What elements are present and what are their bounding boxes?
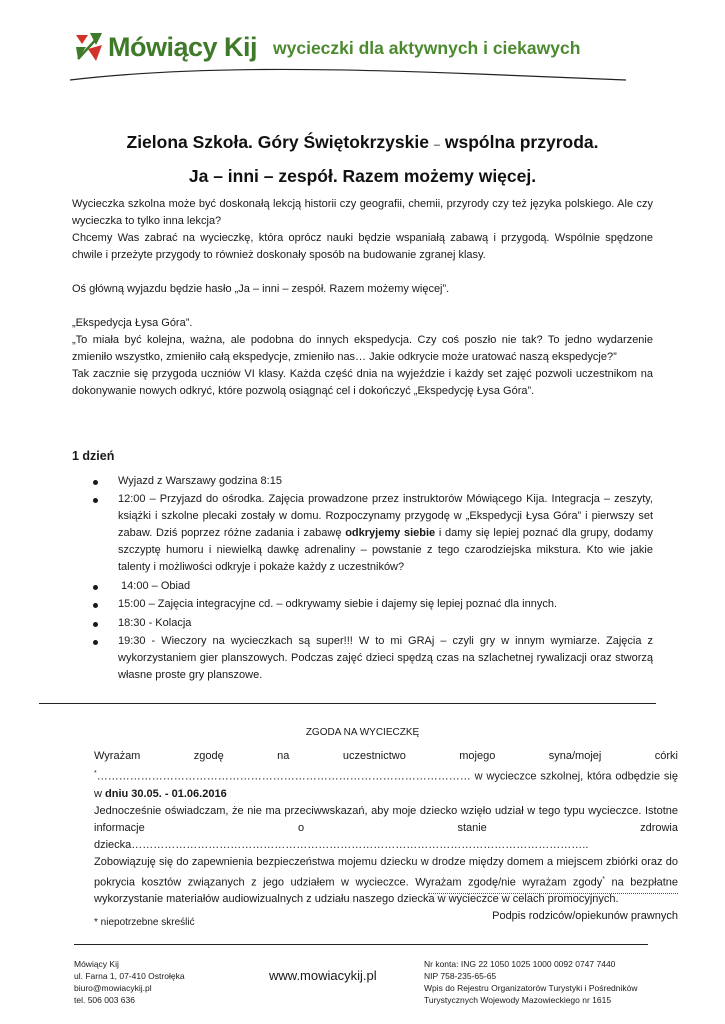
footer-registry-cont: Turystycznych Wojewody Mazowieckiego nr 1615 [424, 995, 612, 1005]
footer-legal [424, 958, 638, 1006]
consent-paragraph[interactable]: Jednocześnie oświadczam, że nie ma przeciwwskazań, aby moje dziecko wzięło udział w tego typu wycieczce. Istotne informacje o stanie zdrowia dziecka…………………………………………………………………………………………………………….. [94, 804, 678, 851]
page-title [0, 132, 725, 153]
footer-divider [74, 944, 648, 945]
title-part-a: Zielona Szkoła. Góry Świętokrzyskie [126, 132, 429, 152]
brand-name: Mówiący Kij [108, 31, 258, 62]
agenda-emphasis: odkryjemy siebie [345, 527, 436, 540]
agenda-item [72, 491, 653, 576]
footer-email[interactable]: biuro@mowiacykij.pl [74, 983, 152, 993]
agenda-text: 18:30 - Kolacja [118, 616, 192, 629]
bullet-icon [93, 640, 98, 645]
consent-text: w wycieczce szkolnej, która odbędzie się w [94, 770, 678, 800]
consent-text: na bezpłatne wykorzystanie materiałów audiowizualnych z udziału naszego dziecka w wycieczce w celach promocyjnych. [94, 876, 678, 906]
bullet-icon [93, 480, 98, 485]
agenda-text: 12:00 – Przyjazd do ośrodka. Zajęcia prowadzone przez instruktorów Mówiącego Kija. Integracja – zeszyty, książki i szkolne plecaki zostały w domu. Rozpoczynamy przygodę w „Ekspedycji Łysa Góra” i pierwszy set zabaw. Dziś poprzez różne zadania i zabawę [118, 493, 653, 540]
signature-label: Podpis rodziców/opiekunów prawnych [492, 910, 678, 923]
footer-website-link[interactable]: www.mowiacykij.pl [269, 968, 377, 983]
agenda-item [72, 473, 653, 490]
bullet-icon [93, 585, 98, 590]
signature-field[interactable] [428, 893, 678, 894]
footer-nip: NIP 758-235-65-65 [424, 971, 497, 981]
agenda-text: 19:30 - Wieczory na wycieczkach są super!!! W to mi GRAj – czyli gry w innym wymiarze. Zajęcia z wykorzystaniem gier planszowych. Podczas zajęć dzieci spędzą czas na szlachetnej rywalizacji oraz stworzą własne proste gry planszowe. [118, 634, 653, 681]
agenda-item [72, 615, 653, 632]
consent-paragraph [94, 854, 678, 909]
consent-title: ZGODA NA WYCIECZKĘ [305, 727, 420, 738]
day-heading: 1 dzień [72, 449, 115, 463]
title-dash: – [433, 139, 440, 151]
agenda-list [72, 473, 653, 685]
child-name-field[interactable]: ………………………………………………………………………………………… [96, 770, 471, 783]
brand-logo [76, 30, 257, 64]
footnote-marker: * [602, 875, 605, 883]
agenda-item [72, 633, 653, 684]
bullet-icon [93, 622, 98, 627]
intro-paragraph: Oś główną wyjazdu będzie hasło „Ja – inni – zespół. Razem możemy więcej”. [72, 283, 450, 295]
agenda-item [72, 578, 653, 595]
consent-paragraph [94, 748, 678, 803]
section-divider [39, 703, 656, 704]
consent-text: Wyrażam zgodę na uczestnictwo mojego syna/mojej córki [94, 750, 678, 762]
intro-paragraph: Tak zacznie się przygoda uczniów VI klasy. Każda część dnia na wyjeździe i każdy set zajęć pozwoli uczestnikom na dokonywanie nowych odkryć, które pozwolą osiągnąć cel i dokończyć „Ekspedycję Łysa Góra”. [72, 368, 653, 397]
consent-form [94, 748, 678, 925]
tagline: wycieczki dla aktywnych i ciekawych [273, 38, 581, 58]
agenda-text: Wyjazd z Warszawy godzina 8:15 [118, 475, 282, 487]
footer-registry: Wpis do Rejestru Organizatorów Turystyki i Pośredników [424, 983, 638, 993]
footnote-marker: * [94, 770, 97, 777]
bullet-icon [93, 603, 98, 608]
agenda-text: i damy się lepiej poznać dla grupy, dodamy szczyptę humoru i niewielką dawkę adrenaliny – powstanie z tego czarodziejska mikstura. Kto wie jakie talenty i możliwości odkryje i pokaże każdy z uczestników? [118, 527, 653, 574]
consent-text: Zobowiązuję się do zapewnienia bezpieczeństwa mojemu dziecku w drodze między domem a miejscem zbiórki oraz do pokrycia kosztów związanych z jego udziałem w wycieczce. Wyrażam zgodę/nie wyrażam zgody [94, 855, 678, 889]
title-part-b: wspólna przyroda. [444, 132, 599, 152]
intro-paragraph: Chcemy Was zabrać na wycieczkę, która oprócz nauki będzie wspaniałą zabawą i przygodą. Wspólnie spędzone chwile i przeżyte przygody to również doskonały sposób na budowanie zgranej klasy. [72, 232, 653, 261]
logo-mark-icon [76, 33, 102, 61]
agenda-item [72, 596, 653, 613]
page-subtitle: Ja – inni – zespół. Razem możemy więcej. [188, 166, 537, 186]
footer-company: Mówiący Kij [74, 959, 119, 969]
footer-bank-account: Nr konta: ING 22 1050 1025 1000 0092 0747 7440 [424, 959, 616, 969]
intro-paragraph: „Ekspedycja Łysa Góra”. [72, 317, 193, 329]
footer-address: ul. Farna 1, 07-410 Ostrołęka [74, 971, 185, 981]
intro-paragraph: „To miała być kolejna, ważna, ale podobna do innych ekspedycja. Czy coś poszło nie tak? To jedno wydarzenie zmieniło wszystko, zmieniło całą ekspedycje, zmieniło nas… Jakie odkrycie może uratować naszą ekspedycje?” [72, 334, 653, 363]
bullet-icon [93, 498, 98, 503]
intro-paragraph: Wycieczka szkolna może być doskonałą lekcją historii czy geografii, chemii, przyrody czy też języka polskiego. Ale czy wycieczka to tylko inna lekcja? [72, 198, 653, 227]
footer-phone: tel. 506 003 636 [74, 995, 135, 1005]
footer-contact [74, 958, 185, 1006]
agenda-text: 14:00 – Obiad [118, 579, 191, 592]
agenda-text: 15:00 – Zajęcia integracyjne cd. – odkrywamy siebie i dajemy się lepiej poznać dla innych. [118, 598, 558, 611]
intro-section [72, 196, 653, 400]
trip-dates: dniu 30.05. - 01.06.2016 [105, 787, 227, 800]
header-divider-curve [68, 62, 628, 86]
footnote: * niepotrzebne skreślić [94, 917, 195, 928]
